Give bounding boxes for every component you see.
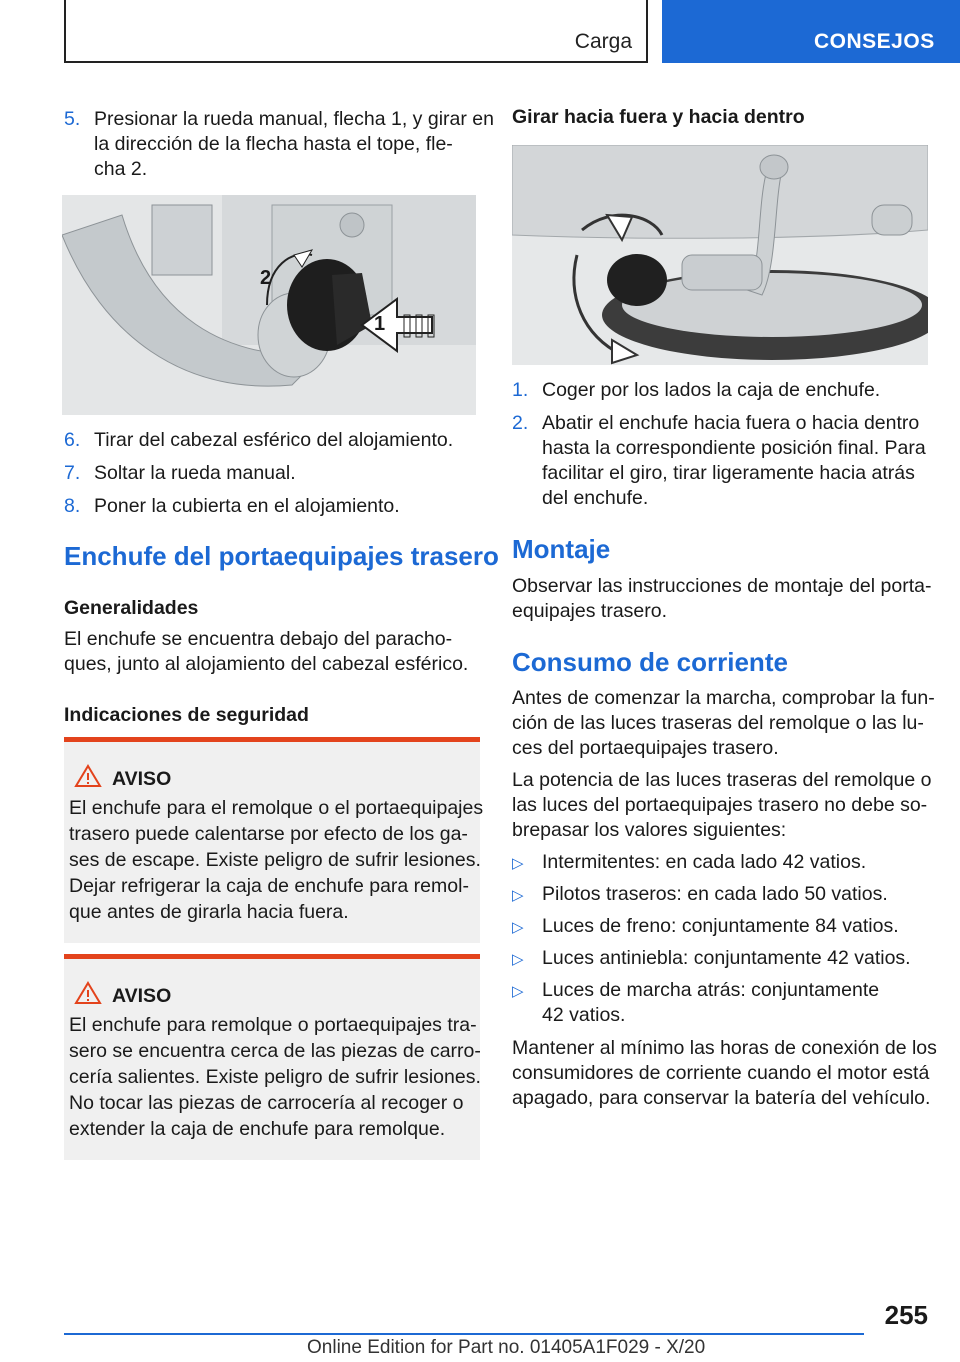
step-number: 6. — [64, 429, 81, 451]
warning-triangle-icon — [74, 764, 102, 788]
step-text-line: facilitar el giro, tirar ligeramente hacia atrás — [542, 462, 915, 484]
step-text: Soltar la rueda manual. — [94, 462, 296, 484]
warning-line: que antes de girarla hacia fuera. — [69, 901, 349, 923]
header-section-box — [64, 0, 648, 63]
step-number: 2. — [512, 412, 529, 434]
page-number: 255 — [884, 1300, 928, 1330]
warning-line: cería salientes. Existe peligro de sufrir lesiones. — [69, 1066, 481, 1088]
step-text: Poner la cubierta en el alojamiento. — [94, 495, 400, 517]
paragraph-line: equipajes trasero. — [512, 600, 668, 622]
list-item-text: Luces de marcha atrás: conjuntamente — [542, 979, 880, 1001]
bullet-triangle-icon: ▷ — [512, 855, 524, 872]
socket-rotation-illustration — [512, 145, 928, 365]
warning-line: El enchufe para el remolque o el portaequipajes — [69, 797, 484, 819]
section-heading: Enchufe del portaequipajes trasero — [64, 541, 499, 571]
bullet-triangle-icon: ▷ — [512, 951, 524, 968]
arrow-label-1: 1 — [374, 313, 386, 335]
chapter-tab[interactable]: CONSEJOS — [662, 0, 960, 63]
subheading-safety: Indicaciones de seguridad — [64, 704, 309, 726]
warning-line: extender la caja de enchufe para remolque. — [69, 1118, 446, 1140]
step-text-line: cha 2. — [94, 158, 148, 180]
subheading-rotate: Girar hacia fuera y hacia dentro — [512, 106, 805, 128]
paragraph-line: Antes de comenzar la marcha, comprobar la fun- — [512, 687, 935, 709]
paragraph-line: brepasar los valores siguientes: — [512, 819, 787, 841]
paragraph-line: las luces del portaequipajes trasero no debe so- — [512, 794, 928, 816]
paragraph-line: La potencia de las luces traseras del remolque o — [512, 769, 932, 791]
arrow-label-2: 2 — [260, 267, 272, 289]
step-text-line: del enchufe. — [542, 487, 649, 509]
step-number: 1. — [512, 379, 529, 401]
paragraph-line: consumidores de corriente cuando el motor está — [512, 1062, 930, 1084]
subheading-general: Generalidades — [64, 597, 199, 619]
step-text-line: la dirección de la flecha hasta el tope, fle- — [94, 133, 453, 155]
section-title: Carga — [574, 30, 632, 53]
step-number: 5. — [64, 108, 81, 130]
warning-title: AVISO — [112, 768, 172, 790]
paragraph-line: El enchufe se encuentra debajo del paracho- — [64, 628, 453, 650]
warning-line: No tocar las piezas de carrocería al recoger o — [69, 1092, 464, 1114]
paragraph-line: ción de las luces traseras del remolque o las lu- — [512, 712, 924, 734]
warning-line: sero se encuentra cerca de las piezas de carro- — [69, 1040, 481, 1062]
warning-box — [64, 954, 480, 1160]
warning-line: Dejar refrigerar la caja de enchufe para remol- — [69, 875, 469, 897]
step-text-line: hasta la correspondiente posición final. Para — [542, 437, 926, 459]
list-item-text: Intermitentes: en cada lado 42 vatios. — [542, 851, 867, 873]
bullet-triangle-icon: ▷ — [512, 983, 524, 1000]
section-heading-montaje: Montaje — [512, 534, 611, 564]
bullet-triangle-icon: ▷ — [512, 887, 524, 904]
paragraph-line: apagado, para conservar la batería del vehículo. — [512, 1087, 931, 1109]
step-text: Tirar del cabezal esférico del alojamiento. — [94, 429, 454, 451]
step-text-line: Coger por los lados la caja de enchufe. — [542, 379, 881, 401]
hand-wheel-illustration — [62, 195, 476, 415]
bullet-triangle-icon: ▷ — [512, 919, 524, 936]
list-item-text: Pilotos traseros: en cada lado 50 vatios. — [542, 883, 888, 905]
step-text-line: Presionar la rueda manual, flecha 1, y girar en — [94, 108, 494, 130]
paragraph-line: Mantener al mínimo las horas de conexión de los — [512, 1037, 937, 1059]
warning-line: El enchufe para remolque o portaequipajes tra- — [69, 1014, 477, 1036]
list-item-text: 42 vatios. — [542, 1004, 626, 1026]
footer-edition: Online Edition for Part no. 01405A1F029 - X/20 — [307, 1337, 706, 1358]
socket-rotation-figure — [512, 145, 928, 365]
warning-line: ses de escape. Existe peligro de sufrir lesiones. — [69, 849, 481, 871]
paragraph-line: ces del portaequipajes trasero. — [512, 737, 779, 759]
warning-triangle-icon — [74, 981, 102, 1005]
step-number: 7. — [64, 462, 81, 484]
paragraph-line: ques, junto al alojamiento del cabezal esférico. — [64, 653, 469, 675]
warning-box — [64, 737, 484, 943]
hand-wheel-figure — [62, 195, 476, 415]
list-item-text: Luces antiniebla: conjuntamente 42 vatios. — [542, 947, 911, 969]
warning-line: trasero puede calentarse por efecto de los ga- — [69, 823, 468, 845]
step-text-line: Abatir el enchufe hacia fuera o hacia dentro — [542, 412, 920, 434]
warning-body — [69, 1012, 479, 1142]
section-heading-consumo: Consumo de corriente — [512, 647, 788, 677]
footer-divider — [64, 1333, 864, 1335]
warning-body — [69, 795, 484, 925]
warning-title: AVISO — [112, 985, 172, 1007]
step-number: 8. — [64, 495, 81, 517]
list-item-text: Luces de freno: conjuntamente 84 vatios. — [542, 915, 899, 937]
paragraph-line: Observar las instrucciones de montaje del porta- — [512, 575, 932, 597]
